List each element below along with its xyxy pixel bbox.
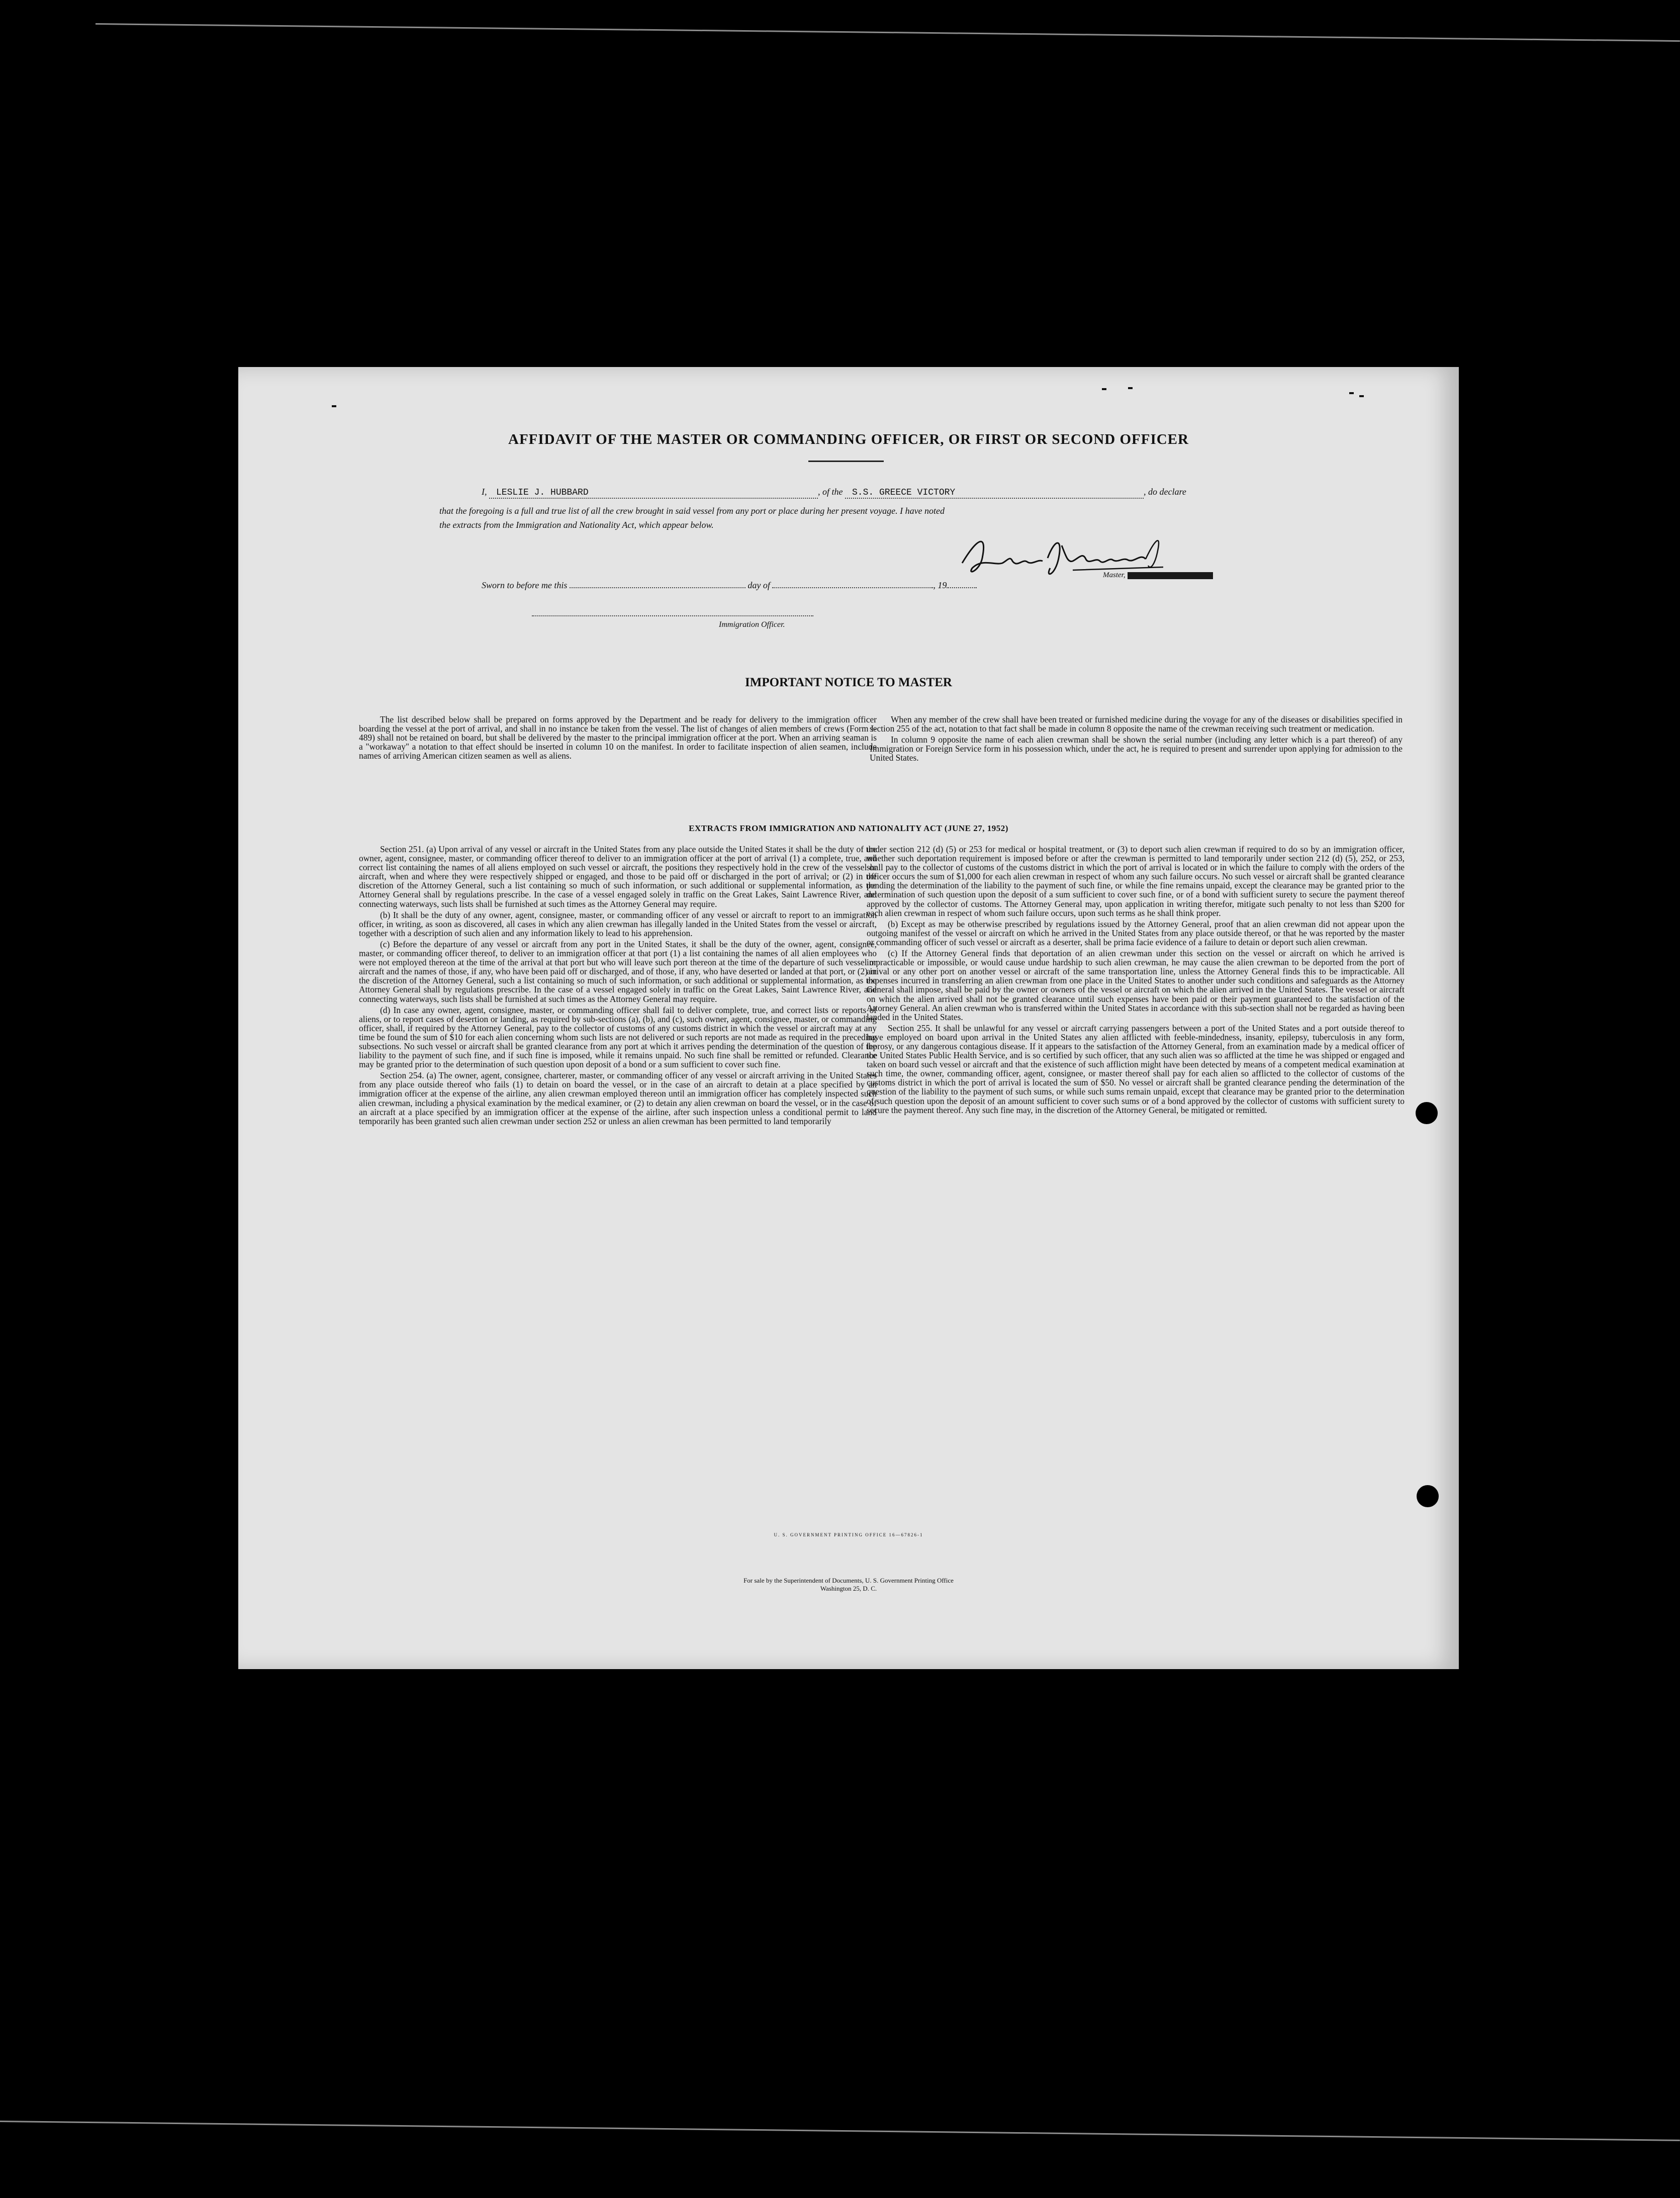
- i-label: I,: [482, 487, 487, 497]
- sale-notice: For sale by the Superintendent of Documents, U. S. Government Printing Office Washington 25, D. C.: [743, 1577, 954, 1592]
- extracts-right-column: [867, 845, 1405, 1117]
- sworn-day-field: [570, 587, 745, 588]
- extract-paragraph: (b) Except as may be otherwise prescribed by regulations issued by the Attorney General, proof that an alien crewman did not appear upon the outgoing manifest of the vessel or aircraft on which he arrived in the United States from any place outside thereof, or that he was reported by the master or commanding officer of such vessel or aircraft as a deserter, shall be prima facie evidence of a failure to detain or deport such alien crewman.: [867, 919, 1405, 947]
- affidavit-page: [238, 367, 1459, 1669]
- printing-office-imprint: U. S. GOVERNMENT PRINTING OFFICE 16—67826-1: [774, 1532, 923, 1537]
- extract-paragraph: (c) Before the departure of any vessel or aircraft from any port in the United States, it shall be the duty of the owner, agent, consignee, master, or commanding officer thereof, to deliver to an immigration officer at that port (1) a list containing the names of all alien employees who were not employed thereon at the time of the arrival at that port but who will leave such port thereon at the time of the departure of such vessel or aircraft and the names of those, if any, who have been paid off or discharged, and of those, if any, who have deserted or landed at that port, or (2) in the discretion of the Attorney General, such a list containing so much of such information, or such additional or supplemental information, as the Attorney General shall by regulations prescribe. In the case of a vessel engaged solely in traffic on the Great Lakes, Saint Lawrence River, and connecting waterways, such lists shall be furnished at such times as the Attorney General may require.: [359, 939, 877, 1004]
- do-declare-label: , do declare: [1144, 487, 1186, 497]
- notice-left-column: [359, 715, 877, 762]
- of-the-label: , of the: [818, 487, 843, 497]
- sworn-year-field: [947, 587, 977, 588]
- extract-paragraph: (c) If the Attorney General finds that deportation of an alien crewman under this section on the vessel or aircraft on which he arrived is impracticable or impossible, or would cause undue hardship to such alien crewman, he may cause the alien crewman to be deported from the port of arrival or any other port on another vessel or aircraft of the same transportation line, unless the Attorney General finds this to be impracticable. All expenses incurred in transferring an alien crewman from one place in the United States to another under such conditions and safeguards as the Attorney General shall impose, shall be paid by the owner or owners of the vessel or aircraft on which the alien arrived in the United States. The vessel or aircraft on which the alien arrived shall not be granted clearance until such expenses have been paid or their payment guaranteed to the satisfaction of the Attorney General. An alien crewman who is transferred within the United States in accordance with this sub-section shall not be regarded as having been landed in the United States.: [867, 948, 1405, 1022]
- extract-paragraph: under section 212 (d) (5) or 253 for medical or hospital treatment, or (3) to deport such alien crewman if required to do so by an immigration officer, whether such deportation requirement is imposed before or after the crewman is permitted to land temporarily under section 212 (d) (5), 252, or 253, shall pay to the collector of customs of the customs district in which the port of arrival is located or in which the failure to comply with the orders of the officer occurs the sum of $1,000 for each alien crewman in respect of whom any such failure occurs. No such vessel or aircraft shall be granted clearance pending the determination of the liability to the payment of such fine, or while the fine remains unpaid, except the clearance may be granted prior to the determination of such question upon the deposit of a sum sufficient to cover such fine, or of a bond with sufficient surety to secure the payment thereof approved by the collector of customs. The Attorney General may, upon application in writing therefor, mitigate such penalty to not less than $200 for each alien crewman in respect of whom such failure occurs, upon such terms as he shall think proper.: [867, 844, 1405, 918]
- extract-paragraph: (d) In case any owner, agent, consignee, master, or commanding officer shall fail to deliver complete, true, and correct lists or reports of aliens, or to report cases of desertion or landing, as required by sub-sections (a), (b), and (c), such owner, agent, consignee, master, or commanding officer, shall, if required by the Attorney General, pay to the collector of customs of any customs district in which the vessel or aircraft may at any time be found the sum of $10 for each alien concerning whom such lists are not delivered or such reports are not made as required in the preceding subsections. No such vessel or aircraft shall be granted clearance from any port at which it arrives pending the determination of the question of the liability to the payment of such fine, and if such fine is imposed, while it remains unpaid. No such fine shall be remitted or refunded. Clearance may be granted prior to the determination of such question upon deposit of a bond or a sum sufficient to cover such fine.: [359, 1004, 877, 1070]
- notice-paragraph: The list described below shall be prepared on forms approved by the Department and be ready for delivery to the immigration officer boarding the vessel at the port of arrival, and shall in no instance be taken from the vessel. The list of changes of alien members of crews (Form I-489) shall not be retained on board, but shall be delivered by the master to the principal immigration officer at the port. When an arriving seaman is a "workaway" a notation to that effect should be inserted in column 10 on the manifest. In order to facilitate inspection of alien seamen, include names of arriving American citizen seamen as well as aliens.: [359, 714, 877, 761]
- year-label: , 19: [933, 580, 947, 590]
- declaration-line-1: [482, 487, 1186, 499]
- extract-paragraph: Section 251. (a) Upon arrival of any vessel or aircraft in the United States from any place outside the United States it shall be the duty of the owner, agent, consignee, master, or commanding officer thereof to deliver to an immigration officer at the port of arrival (1) a complete, true, and correct list containing the names of all aliens employed on such vessel or aircraft, the positions they respectively hold in the crew of the vessel or aircraft, when and where they were respectively shipped or engaged, and those to be paid off or discharged in the port of arrival; or (2) in the discretion of the Attorney General, such a list containing so much of such information, or such additional or supplemental information, as the Attorney General shall by regulations prescribe. In the case of a vessel engaged solely in traffic on the Great Lakes, Saint Lawrence River, and connecting waterways, such lists shall be furnished at such times as the Attorney General may require.: [359, 844, 877, 909]
- scan-artifact-bottom: [0, 2121, 1680, 2141]
- affidavit-title: AFFIDAVIT OF THE MASTER OR COMMANDING OFFICER, OR FIRST OR SECOND OFFICER: [508, 431, 1189, 447]
- notice-title: IMPORTANT NOTICE TO MASTER: [745, 676, 952, 689]
- officer-signature-line: [532, 615, 813, 616]
- declaration-line-3: the extracts from the Immigration and Nationality Act, which appear below.: [439, 520, 714, 530]
- day-of-label: day of: [748, 580, 770, 590]
- declaration-line-2: that the foregoing is a full and true list of all the crew brought in said vessel from any port or place during her present voyage. I have noted: [439, 506, 945, 516]
- sworn-label: Sworn to before me this: [482, 580, 568, 590]
- struck-out-text: [1128, 572, 1213, 579]
- notice-right-column: [870, 715, 1403, 764]
- title-rule: [808, 461, 884, 462]
- master-label: Master,: [1103, 571, 1213, 580]
- punch-hole-upper: [1416, 1102, 1438, 1124]
- master-name-field: LESLIE J. HUBBARD: [489, 488, 818, 499]
- sworn-month-field: [772, 587, 933, 588]
- notice-paragraph: In column 9 opposite the name of each alien crewman shall be shown the serial number (including any letter which is a part thereof) of any Immigration or Foreign Service form in his possession which, under the act, he is required to present and surrender upon applying for admission to the United States.: [870, 735, 1403, 763]
- extracts-title: EXTRACTS FROM IMMIGRATION AND NATIONALITY ACT (JUNE 27, 1952): [689, 823, 1008, 833]
- scan-artifact-top: [96, 23, 1680, 42]
- sworn-line: [482, 580, 977, 591]
- notice-paragraph: When any member of the crew shall have been treated or furnished medicine during the voyage for any of the diseases or disabilities specified in section 255 of the act, notation to that fact shall be made in column 8 opposite the name of the crewman receiving such treatment or medication.: [870, 714, 1403, 734]
- extract-paragraph: (b) It shall be the duty of any owner, agent, consignee, master, or commanding officer of any vessel or aircraft to report to an immigration officer, in writing, as soon as discovered, all cases in which any alien crewman has illegally landed in the United States from the vessel or aircraft, together with a description of such alien and any information likely to lead to his apprehension.: [359, 909, 877, 938]
- extract-paragraph: Section 255. It shall be unlawful for any vessel or aircraft carrying passengers between a port of the United States and a port outside thereof to have employed on board upon arrival in the United States any alien afflicted with feeble-mindedness, insanity, epilepsy, tuberculosis in any form, leprosy, or any dangerous contagious disease. If it appears to the satisfaction of the Attorney General, from an examination made by a medical officer of the United States Public Health Service, and is so certified by such officer, that any such alien was so afflicted at the time he was shipped or engaged and taken on board such vessel or aircraft and that the existence of such affliction might have been detected by means of a competent medical examination at such time, the owner, commanding officer, agent, consignee, or master thereof shall pay for each alien so afflicted to the collector of customs of the customs district in which the port of arrival is located the sum of $50. No vessel or aircraft shall be granted clearance pending the determination of the question of the liability to the payment of such sums, or while such sums remain unpaid, except that clearance may be granted prior to the determination of such question upon the deposit of an amount sufficient to cover such sums or of a bond approved by the collector of customs with sufficient surety to secure the payment thereof. Any such fine may, in the discretion of the Attorney General, be mitigated or remitted.: [867, 1023, 1405, 1115]
- extract-paragraph: Section 254. (a) The owner, agent, consignee, charterer, master, or commanding officer of any vessel or aircraft arriving in the United States from any place outside thereof who fails (1) to detain on board the vessel, or in the case of an aircraft to detain at a place specified by an immigration officer at the expense of the airline, any alien crewman employed thereon until an immigration officer has completely inspected such alien crewman, including a physical examination by the medical examiner, or (2) to detain any alien crewman on board the vessel, or in the case of an aircraft at a place specified by an immigration officer at the expense of the airline, after such inspection unless a conditional permit to land temporarily has been granted such alien crewman under section 252 or unless an alien crewman has been permitted to land temporarily: [359, 1070, 877, 1126]
- vessel-name-field: S.S. GREECE VICTORY: [845, 488, 1144, 499]
- immigration-officer-label: Immigration Officer.: [719, 620, 785, 629]
- extracts-left-column: [359, 845, 877, 1128]
- punch-hole-lower: [1417, 1485, 1439, 1507]
